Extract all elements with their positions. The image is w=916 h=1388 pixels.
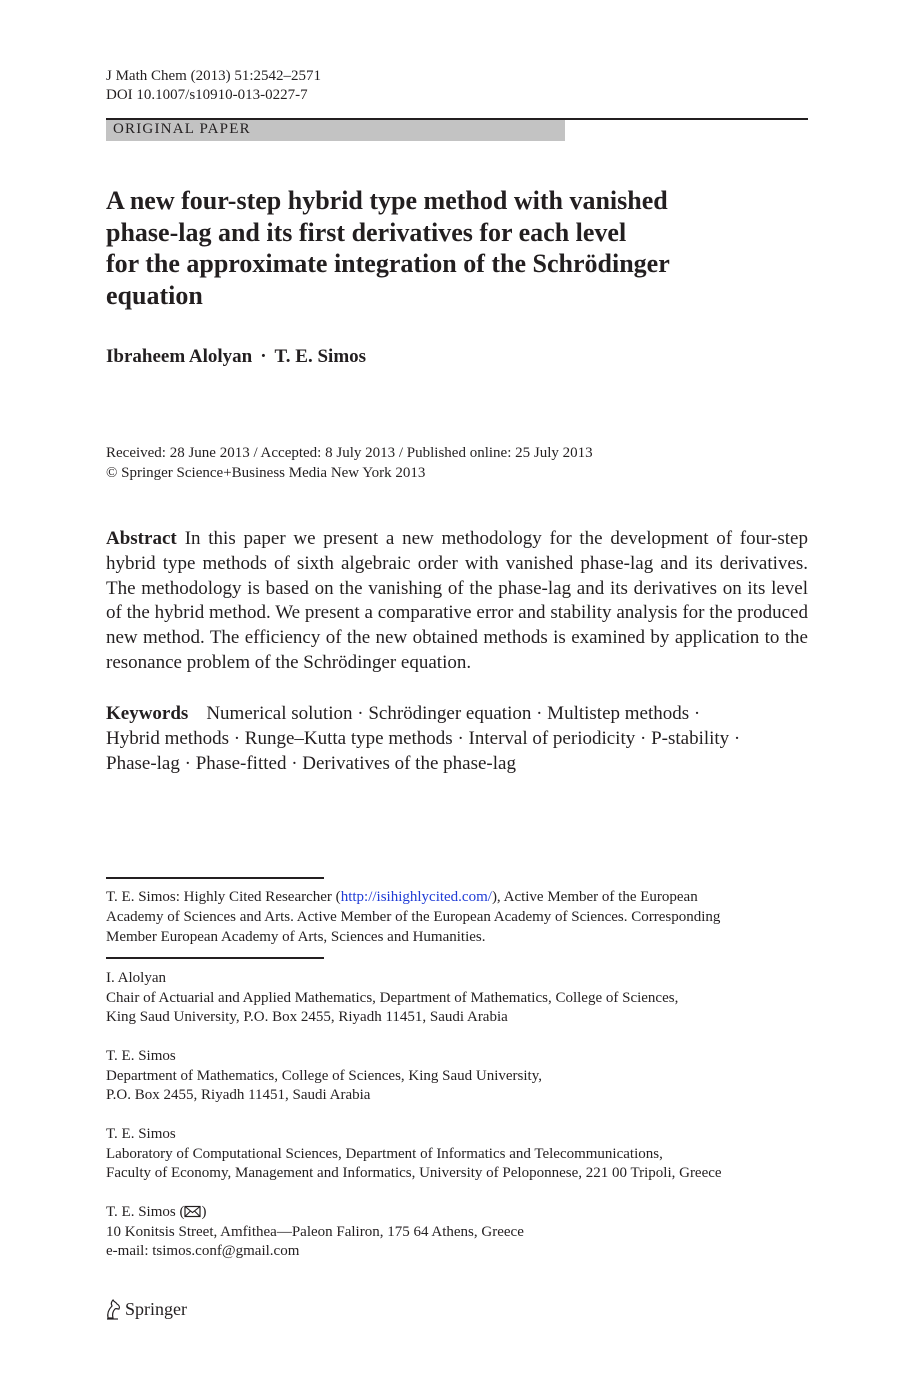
keywords — [106, 701, 808, 776]
author-separator: · — [260, 346, 267, 367]
affiliation-line: Laboratory of Computational Sciences, Department of Informatics and Telecommunications, — [106, 1145, 663, 1162]
publisher-name: Springer — [125, 1298, 187, 1319]
affiliation-name: T. E. Simos — [106, 1126, 176, 1142]
affiliation-line: P.O. Box 2455, Riyadh 11451, Saudi Arabia — [106, 1087, 371, 1104]
springer-horse-icon — [104, 1298, 122, 1320]
affiliation-line: Chair of Actuarial and Applied Mathematics, Department of Mathematics, College of Sciences, — [106, 989, 679, 1006]
journal-citation: J Math Chem (2013) 51:2542–2571 — [106, 68, 321, 84]
affiliation-block — [106, 1047, 808, 1106]
affiliation-line: King Saud University, P.O. Box 2455, Riyadh 11451, Saudi Arabia — [106, 1009, 508, 1026]
title-line: equation — [106, 280, 203, 310]
keywords-line: Hybrid methods · Runge–Kutta type methods · Interval of periodicity · P-stability · — [106, 728, 741, 749]
abstract-label: Abstract — [106, 528, 177, 549]
author-name: Ibraheem Alolyan — [106, 346, 253, 367]
author-footnote: T. E. Simos: Highly Cited Researcher (http://isihighlycited.com/), Active Member of the European Academy of Sciences and Arts. Active Member of the European Academy of Sciences. Corresponding Member European Academy of Arts, Sciences and Humanities. — [106, 889, 721, 945]
keywords-label: Keywords — [106, 703, 189, 724]
affiliation-line: Faculty of Economy, Management and Informatics, University of Peloponnese, 221 00 Tripoli, Greece — [106, 1165, 722, 1182]
doi: DOI 10.1007/s10910-013-0227-7 — [106, 87, 308, 103]
publisher-logo — [104, 1298, 187, 1320]
email-line[interactable]: e-mail: tsimos.conf@gmail.com — [106, 1243, 300, 1260]
journal-info — [106, 67, 321, 105]
affiliation-block: T. E. Simos ( ) 10 Konitsis Street, Amfithea—Paleon Faliron, 175 64 Athens, Greece e-mail: tsimos.conf@gmail.com — [106, 1204, 524, 1260]
publication-history — [106, 443, 593, 483]
abstract — [106, 527, 808, 676]
paper-title — [106, 185, 746, 311]
author-name: T. E. Simos — [274, 346, 367, 367]
title-line: phase-lag and its first derivatives for each level — [106, 217, 627, 247]
dates-line: Received: 28 June 2013 / Accepted: 8 July 2013 / Published online: 25 July 2013 — [106, 445, 593, 461]
author-list — [106, 346, 366, 368]
affiliation-name: I. Alolyan — [106, 970, 166, 986]
affiliation-block — [106, 1125, 808, 1184]
affiliation-name: T. E. Simos — [106, 1204, 176, 1220]
title-line: A new four-step hybrid type method with vanished — [106, 186, 668, 215]
section-badge — [106, 120, 565, 141]
keywords-line: Numerical solution · Schrödinger equation · Multistep methods · — [206, 703, 701, 724]
title-line: for the approximate integration of the Schrödinger — [106, 249, 670, 278]
copyright-line: © Springer Science+Business Media New York 2013 — [106, 465, 426, 481]
footnote-rule — [106, 877, 324, 879]
affiliation-line: Department of Mathematics, College of Sciences, King Saud University, — [106, 1067, 543, 1084]
highly-cited-link[interactable]: http://isihighlycited.com/ — [340, 889, 492, 905]
abstract-text: In this paper we present a new methodology for the development of four-step hybrid type methods of sixth algebraic order with vanished phase-lag and its derivatives. The methodology is based on the vanishing of the phase-lag and its derivatives on its level of the hybrid method. We present a comparative error and stability analysis for the produced new method. The efficiency of the new obtained methods is examined by application to the resonance problem of the Schrödinger equation. — [106, 528, 808, 673]
affiliation-rule — [106, 957, 324, 959]
keywords-line: Phase-lag · Phase-fitted · Derivatives of the phase-lag — [106, 753, 516, 774]
affiliation-block — [106, 969, 808, 1028]
section-badge-label: ORIGINAL PAPER — [113, 121, 251, 137]
affiliation-name: T. E. Simos — [106, 1048, 176, 1064]
affiliation-line: 10 Konitsis Street, Amfithea—Paleon Faliron, 175 64 Athens, Greece — [106, 1223, 524, 1240]
envelope-icon[interactable] — [184, 1205, 201, 1218]
